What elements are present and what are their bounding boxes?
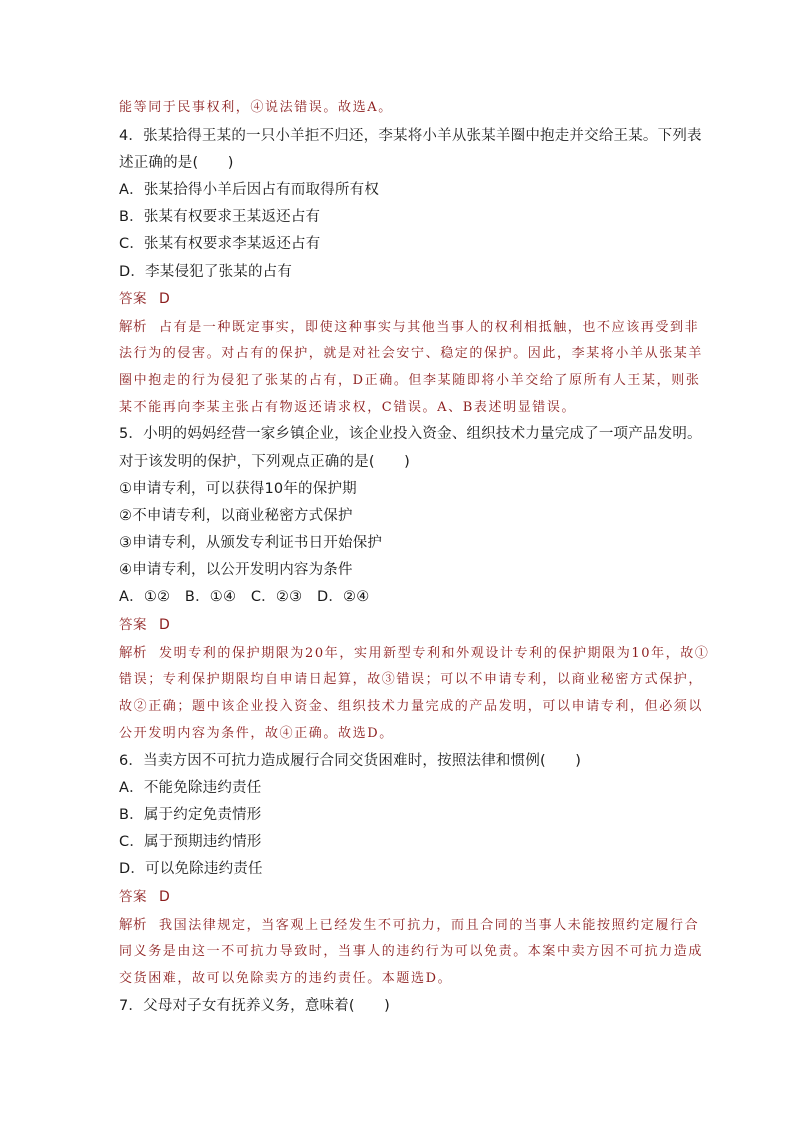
explanation-line: 法行为的侵害。对占有的保护，就是对社会安宁、稳定的保护。因此，李某将小羊从张某羊 bbox=[119, 346, 704, 361]
answer-value: D bbox=[159, 889, 170, 905]
explanation-line: 圈中抱走的行为侵犯了张某的占有，D正确。但李某随即将小羊交给了原所有人王某，则张 bbox=[119, 373, 701, 388]
explanation-line bbox=[119, 641, 709, 661]
explanation-line: 某不能再向李某主张占有物返还请求权，C错误。A、B表述明显错误。 bbox=[119, 400, 577, 415]
explanation-line: 能等同于民事权利，④说法错误。故选A。 bbox=[119, 100, 393, 115]
explanation-line: 同义务是由这一不可抗力导致时，当事人的违约行为可以免责。本案中卖方因不可抗力造成 bbox=[119, 944, 704, 959]
question-7-stem: 7．父母对子女有抚养义务，意味着( ) bbox=[119, 998, 391, 1014]
option-a: A．张某拾得小羊后因占有而取得所有权 bbox=[119, 182, 380, 198]
explanation-text: 发明专利的保护期限为20年，实用新型专利和外观设计专利的保护期限为10年，故① bbox=[159, 646, 710, 661]
answer-line bbox=[119, 613, 170, 633]
answer-label: 答案 bbox=[119, 617, 147, 633]
answer-value: D bbox=[159, 291, 170, 307]
statement-4: ④申请专利，以公开发明内容为条件 bbox=[119, 562, 353, 578]
option-d: D．可以免除违约责任 bbox=[119, 861, 263, 877]
option-a: A．不能免除违约责任 bbox=[119, 780, 262, 796]
explanation-line bbox=[119, 913, 699, 933]
question-4-stem-cont: 述正确的是( ) bbox=[119, 155, 234, 171]
option-b: B．张某有权要求王某返还占有 bbox=[119, 209, 321, 225]
statement-1: ①申请专利，可以获得10年的保护期 bbox=[119, 481, 357, 497]
explanation-line: 公开发明内容为条件，故④正确。故选D。 bbox=[119, 726, 394, 741]
explanation-label: 解析 bbox=[119, 645, 147, 661]
question-6-stem: 6．当卖方因不可抗力造成履行合同交货困难时，按照法律和惯例( ) bbox=[119, 753, 582, 769]
question-5-stem: 5．小明的妈妈经营一家乡镇企业，该企业投入资金、组织技术力量完成了一项产品发明。 bbox=[119, 426, 702, 442]
explanation-text: 占有是一种既定事实，即使这种事实与其他当事人的权利相抵触，也不应该再受到非 bbox=[159, 320, 700, 335]
question-4-stem: 4．张某拾得王某的一只小羊拒不归还，李某将小羊从张某羊圈中抱走并交给王某。下列表 bbox=[119, 128, 702, 144]
explanation-label: 解析 bbox=[119, 917, 147, 933]
answer-value: D bbox=[159, 617, 170, 633]
option-c: C．属于预期违约情形 bbox=[119, 834, 262, 850]
answer-line bbox=[119, 287, 170, 307]
option-c: C．张某有权要求李某返还占有 bbox=[119, 236, 321, 252]
option-d: D．李某侵犯了张某的占有 bbox=[119, 264, 293, 280]
explanation-line bbox=[119, 315, 699, 335]
explanation-text: 我国法律规定，当客观上已经发生不可抗力，而且合同的当事人未能按照约定履行合 bbox=[159, 918, 700, 933]
explanation-line: 交货困难，故可以免除卖方的违约责任。本题选D。 bbox=[119, 971, 453, 986]
explanation-line: 故②正确；题中该企业投入资金、组织技术力量完成的产品发明，可以申请专利，但必须以 bbox=[119, 699, 704, 714]
answer-line bbox=[119, 885, 170, 905]
statement-3: ③申请专利，从颁发专利证书日开始保护 bbox=[119, 535, 383, 551]
explanation-line: 错误；专利保护期限均自申请日起算，故③错误；可以不申请专利，以商业秘密方式保护， bbox=[119, 672, 704, 687]
answer-label: 答案 bbox=[119, 291, 147, 307]
statement-2: ②不申请专利，以商业秘密方式保护 bbox=[119, 508, 353, 524]
options-row: A．①② B．①④ C．②③ D．②④ bbox=[119, 589, 370, 605]
question-5-stem-cont: 对于该发明的保护，下列观点正确的是( ) bbox=[119, 454, 411, 470]
explanation-label: 解析 bbox=[119, 319, 147, 335]
answer-label: 答案 bbox=[119, 889, 147, 905]
option-b: B．属于约定免责情形 bbox=[119, 807, 262, 823]
